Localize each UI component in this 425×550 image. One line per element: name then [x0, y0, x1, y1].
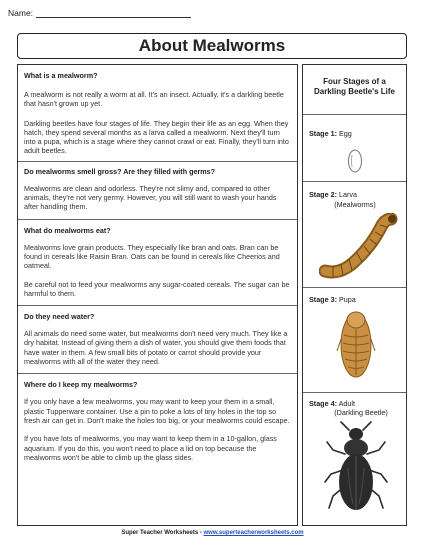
question-need-water: Do they need water?: [24, 312, 95, 322]
paragraph: Darkling beetles have four stages of life. They begin their life as an egg. When they hatch, they spend several months as a larva called a mealworm. Next they'll turn into a pupa, which is a stage where they cannot crawl or eat. Finally, they'll turn into adult beetles.: [24, 118, 289, 156]
question-what-eat: What do mealworms eat?: [24, 225, 111, 235]
life-stages-sidebar: [302, 64, 407, 526]
sidebar-title: [303, 77, 406, 97]
sidebar-title-line1: Four Stages of a: [323, 77, 386, 86]
footer: [0, 530, 425, 536]
section-divider: [18, 305, 297, 306]
paragraph: Mealworms love grain products. They especially like bran and oats. Bran can be found in cereals like Raisin Bran. Oats can be found in cereals like Cheerios and oatmeal.: [24, 242, 280, 271]
section-divider: [18, 161, 297, 162]
sidebar-divider: [303, 181, 406, 182]
pupa-icon: [336, 307, 376, 385]
question-smell-germs: Do mealworms smell gross? Are they filled with germs?: [24, 166, 216, 176]
stage-4-label: Stage 4: Adult: [309, 399, 355, 408]
stage-2-label: Stage 2: Larva: [309, 190, 357, 199]
paragraph: All animals do need some water, but mealworms don't need very much. They like a dry habitat. Instead of giving them a dish of water, you should give them foods that have water in them. A few small bits of potato or carrot should provide your mealworms with all of the water they need.: [24, 329, 288, 367]
section-divider: [18, 373, 297, 374]
sidebar-divider: [303, 114, 406, 115]
egg-icon: [345, 147, 365, 175]
paragraph: If you have lots of mealworms, you may want to keep them in a 10-gallon, glass aquarium. If you do this, you won't need to place a lid on top because the mealworms won't be able to climb up the glass sides.: [24, 434, 277, 462]
section-divider: [18, 219, 297, 220]
footer-link[interactable]: www.superteacherworksheets.com: [203, 530, 304, 536]
name-blank-line[interactable]: [36, 9, 191, 18]
sidebar-divider: [303, 392, 406, 393]
question-where-keep: Where do I keep my mealworms?: [24, 380, 138, 390]
sidebar-divider: [303, 287, 406, 288]
paragraph: If you only have a few mealworms, you may want to keep your them in a small, plastic Tupperware container. Use a pin to poke a lots of tiny holes in the top so fresh air can get in. Don't make the holes too big, or your mealworms could escape.: [24, 397, 290, 425]
stage-3-label: Stage 3: Pupa: [309, 295, 356, 304]
question-what-is-mealworm: What is a mealworm?: [24, 71, 98, 80]
name-label: Name:: [8, 8, 34, 18]
footer-text: Super Teacher Worksheets -: [121, 530, 204, 536]
sidebar-title-line2: Darkling Beetle's Life: [313, 87, 396, 96]
larva-icon: [319, 213, 399, 283]
paragraph: A mealworm is not really a worm at all. It's an insect. Actually, it's a darkling beetle that hasn't grown up yet.: [24, 90, 284, 109]
paragraph: Mealworms are clean and odorless. They're not slimy and, compared to other animals, they're not very germy. However, you will still want to wash your hands after handling them.: [24, 183, 277, 212]
paragraph: Be careful not to feed your mealworms any sugar-coated cereals. The sugar can be harmful to them.: [24, 279, 290, 298]
main-text-panel: [17, 64, 298, 526]
page-title: About Mealworms: [17, 33, 407, 59]
beetle-icon: [321, 420, 391, 520]
name-field: [8, 8, 191, 18]
stage-2-sub: (Mealworms): [334, 200, 376, 209]
stage-1-label: Stage 1: Egg: [309, 129, 352, 138]
stage-4-sub: (Darkling Beetle): [334, 408, 388, 417]
